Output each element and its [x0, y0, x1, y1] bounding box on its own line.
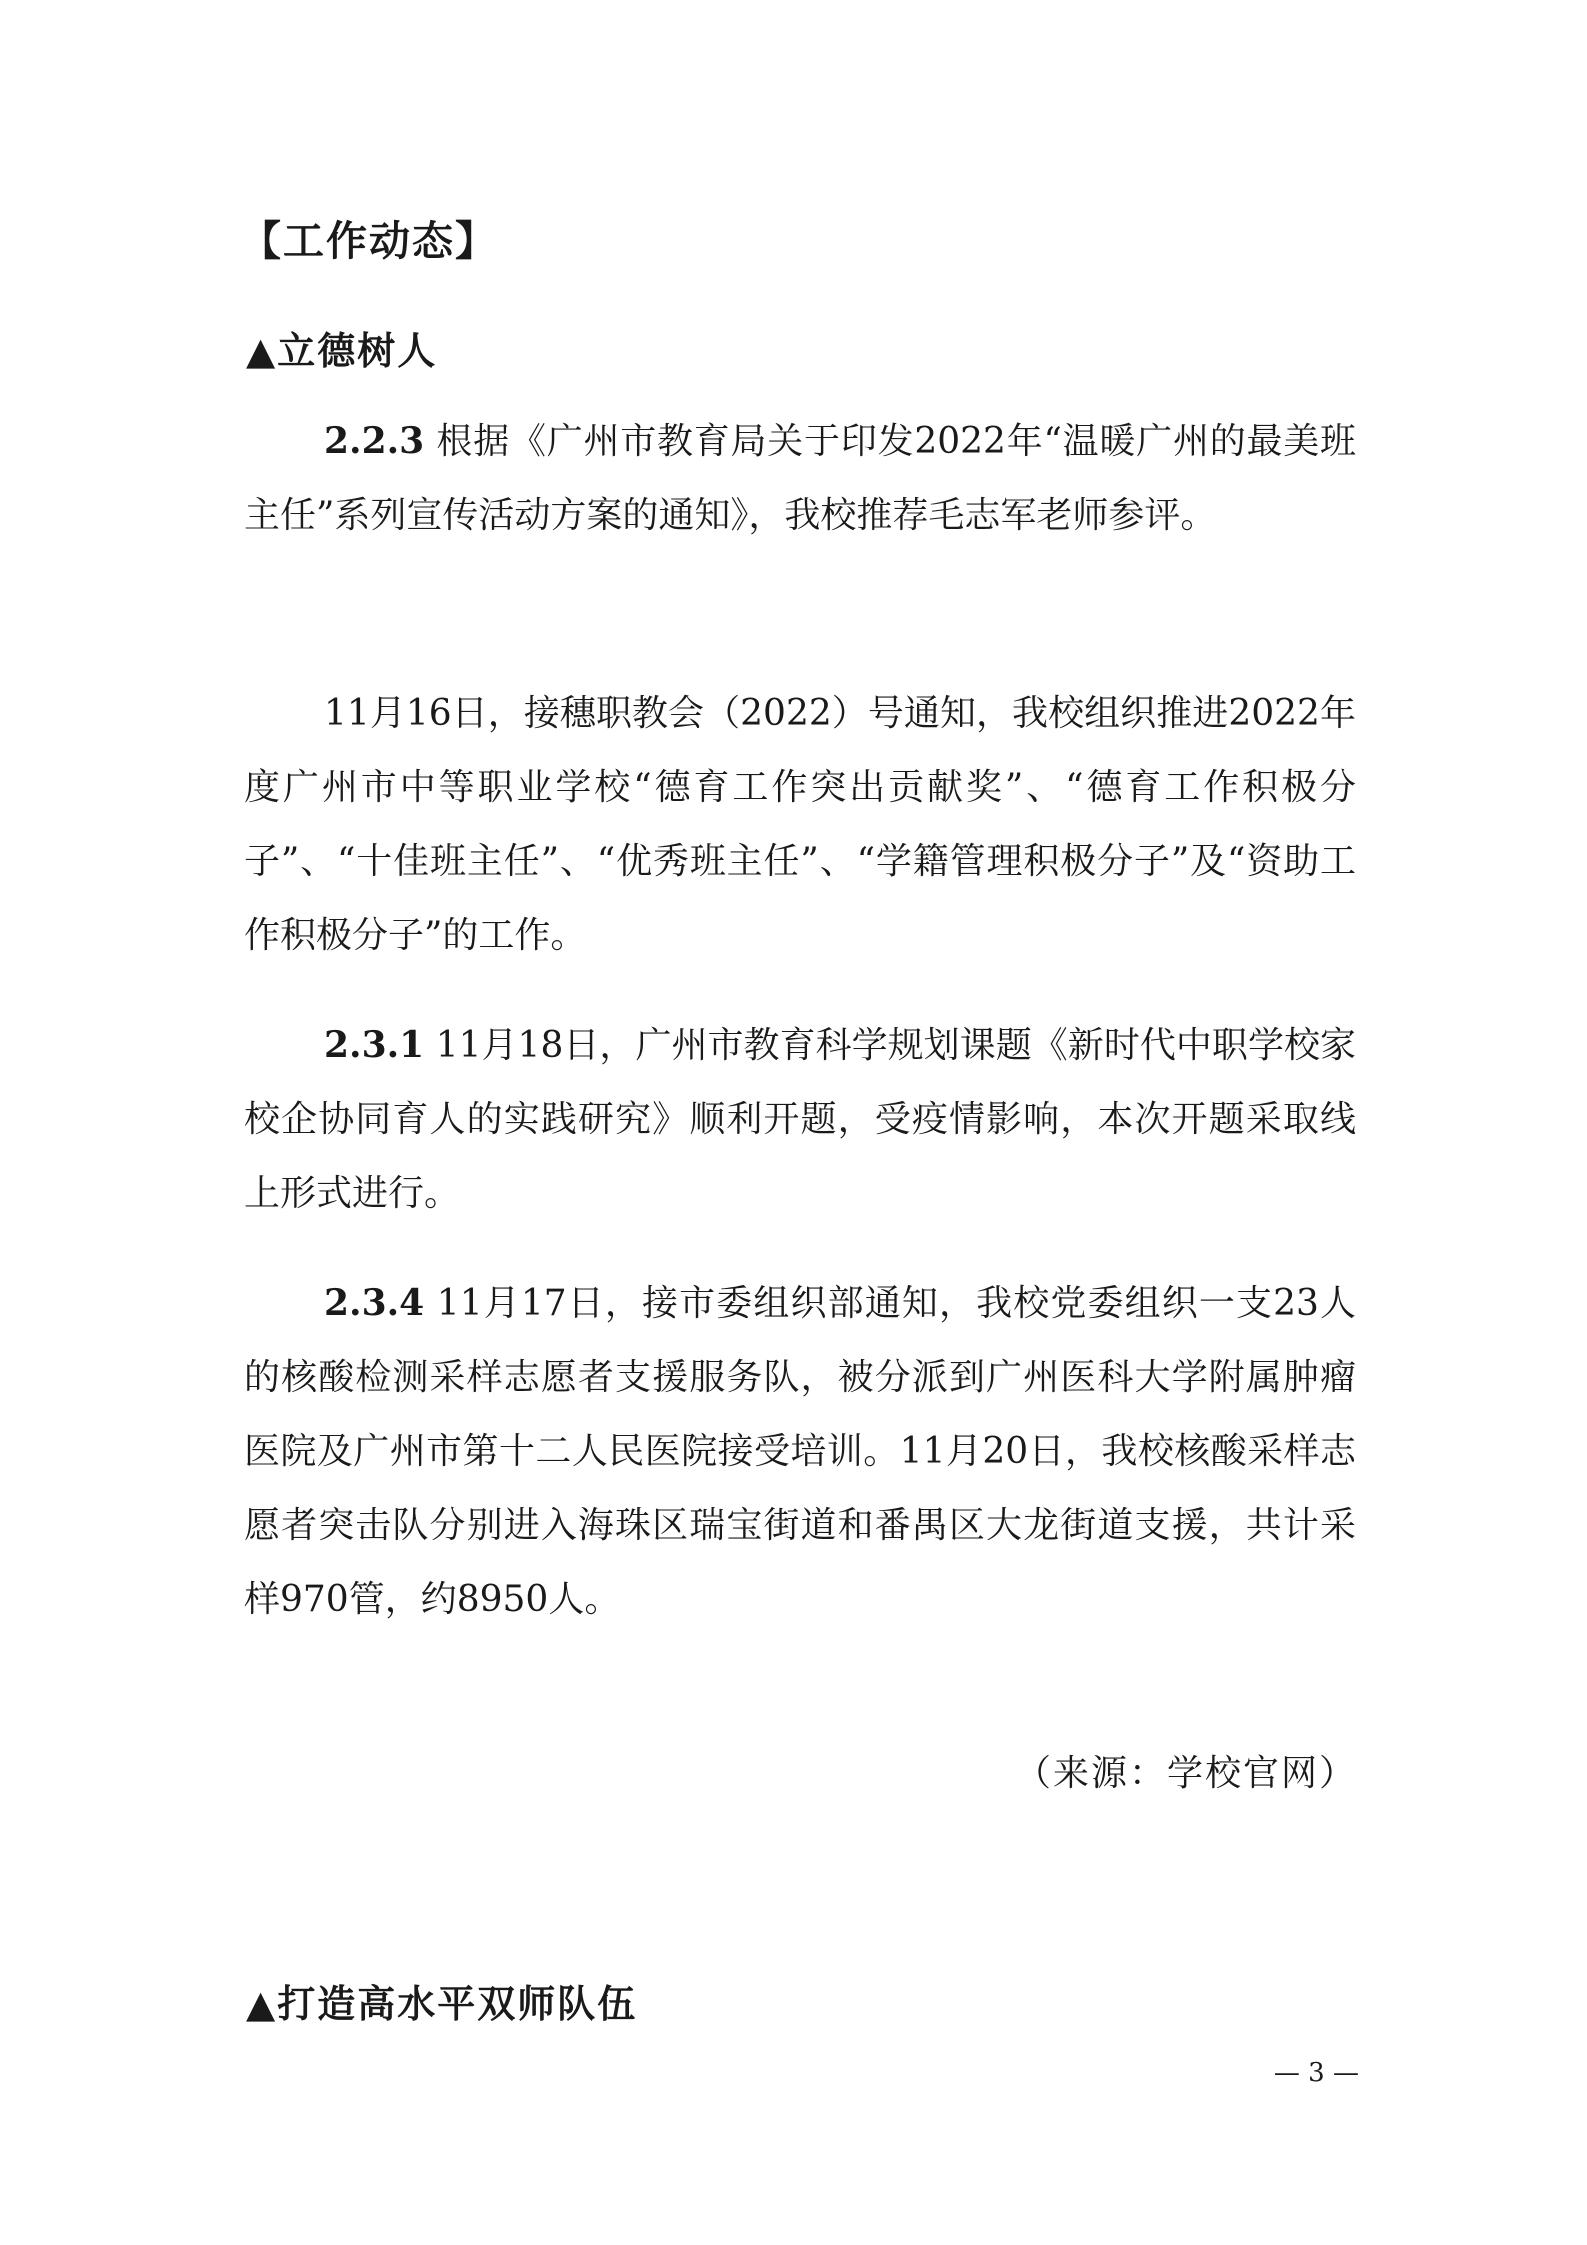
- paragraph-2-3-4: [244, 1266, 1356, 1637]
- paragraph-text: 11月16日，接穗职教会（2022）号通知，我校组织推进2022年度广州市中等职业学校“德育工作突出贡献奖”、“德育工作积极分子”、“十佳班主任”、“优秀班主任”、“学籍管理积极分子”及“资助工作积极分子”的工作。: [244, 693, 1356, 956]
- paragraph-text: 11月17日，接市委组织部通知，我校党委组织一支23人的核酸检测采样志愿者支援服务队，被分派到广州医科大学附属肿瘤医院及广州市第十二人民医院接受培训。11月20日，我校核酸采样志愿者突击队分别进入海珠区瑞宝街道和番禺区大龙街道支援，共计采样970管，约8950人。: [244, 1283, 1356, 1620]
- section-title: 【工作动态】: [240, 217, 498, 265]
- paragraph-number: 2.2.3: [324, 420, 425, 462]
- page-number: — 3 —: [1273, 2058, 1359, 2088]
- paragraph-text: 11月18日，广州市教育科学规划课题《新时代中职学校家校企协同育人的实践研究》顺利开题，受疫情影响，本次开题采取线上形式进行。: [244, 1025, 1356, 1214]
- paragraph-number: 2.3.4: [324, 1282, 425, 1324]
- paragraph-2-3-1: [244, 1008, 1356, 1231]
- paragraph-number: 2.3.1: [324, 1024, 425, 1066]
- subsection-title-moral-education: ▲立德树人: [246, 328, 438, 373]
- paragraph-2-2-3: [244, 404, 1356, 553]
- paragraph-notice: [244, 677, 1356, 973]
- paragraph-text: 根据《广州市教育局关于印发2022年“温暖广州的最美班主任”系列宣传活动方案的通知》，我校推荐毛志军老师参评。: [244, 421, 1356, 536]
- source-note: （来源：学校官网）: [1014, 1753, 1357, 1794]
- subsection-title-dual-teacher: ▲打造高水平双师队伍: [246, 1981, 638, 2026]
